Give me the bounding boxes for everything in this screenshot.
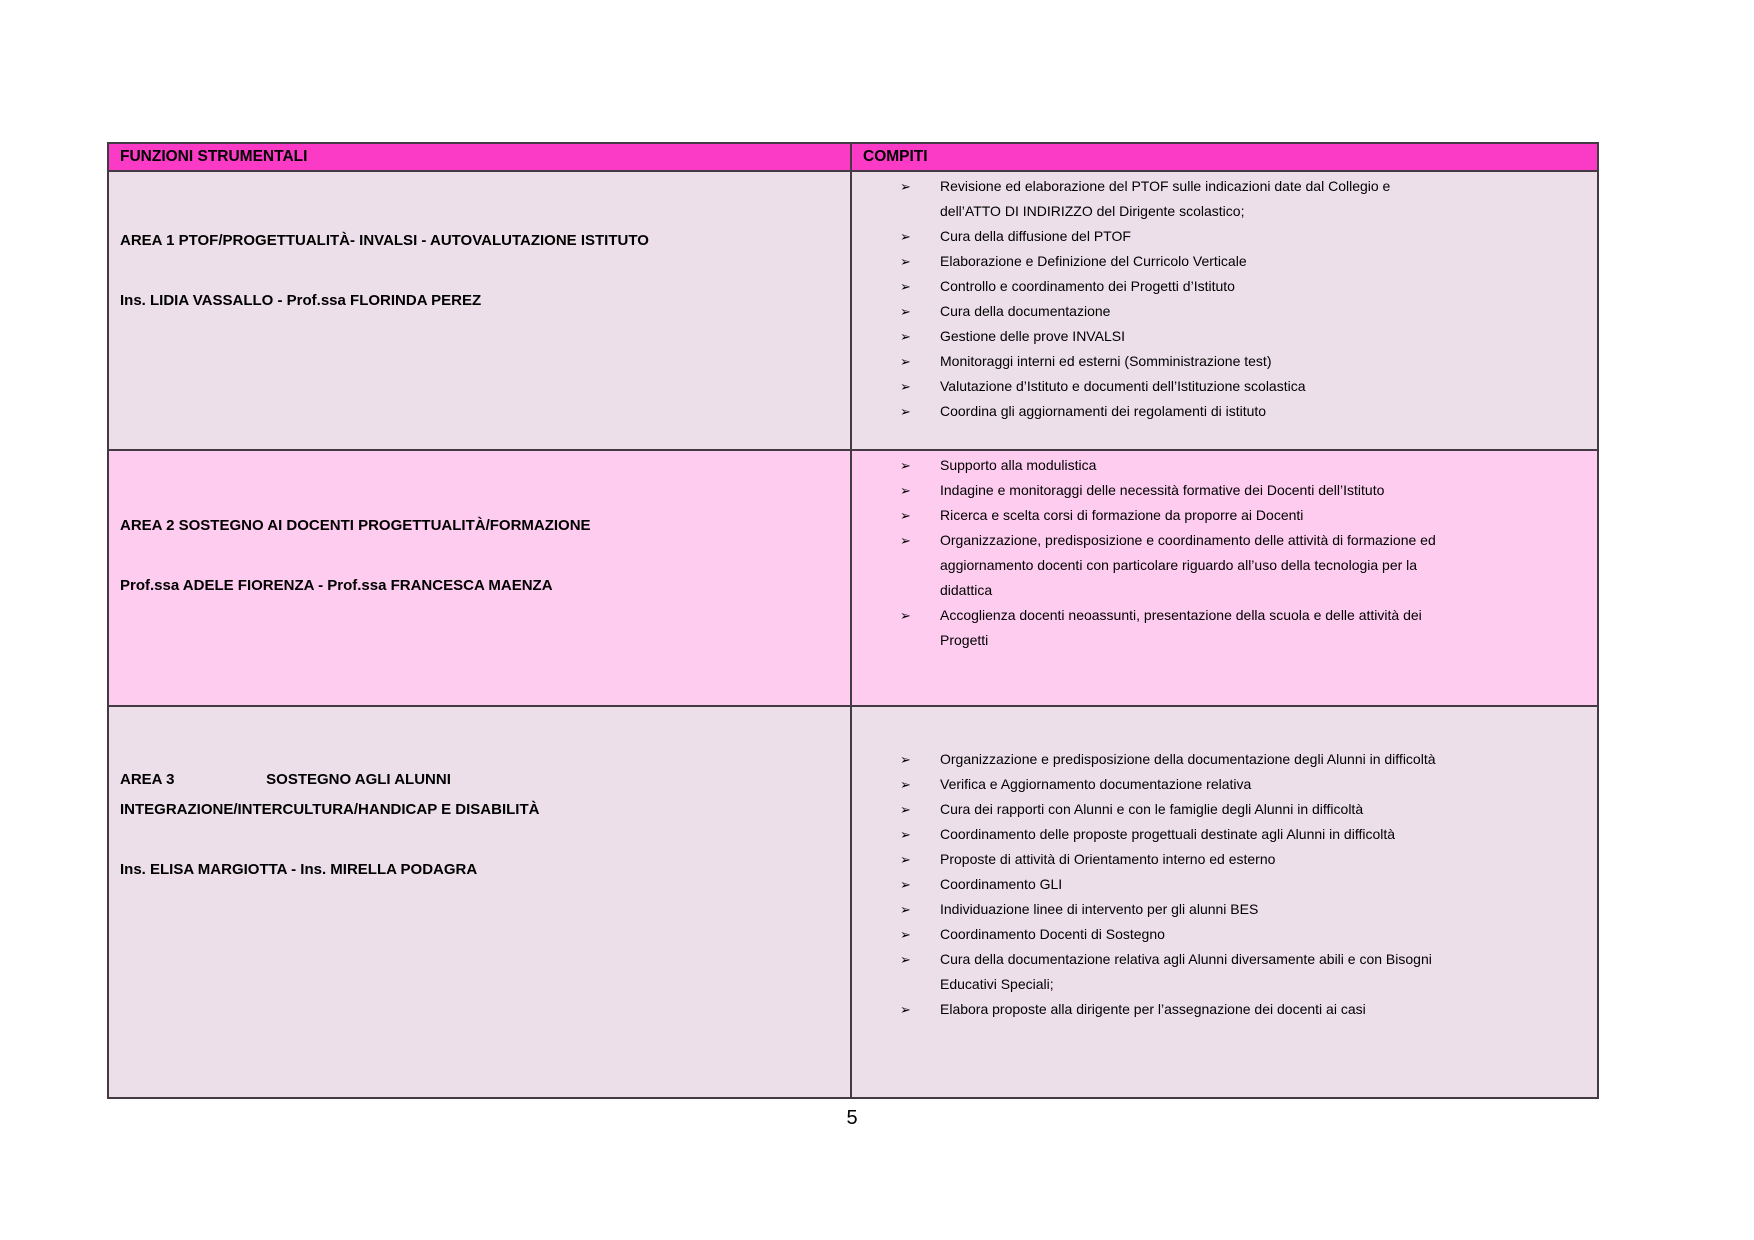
task-item (898, 324, 1452, 349)
task-item (898, 747, 1452, 772)
task-list (852, 453, 1452, 653)
header-cell-compiti: COMPITI (851, 143, 1598, 171)
task-text: Coordinamento delle proposte progettuali destinate agli Alunni in difficoltà (940, 826, 1396, 842)
task-text: Individuazione linee di intervento per gli alunni BES (940, 901, 1259, 917)
task-item (898, 847, 1452, 872)
task-text: Monitoraggi interni ed esterni (Somministrazione test) (940, 353, 1272, 369)
table-body (108, 171, 1598, 1098)
task-list (852, 709, 1452, 1022)
task-item (898, 603, 1452, 653)
arrow-bullet-icon: ➢ (900, 802, 911, 817)
task-list (852, 174, 1452, 424)
task-text: Coordinamento GLI (940, 876, 1063, 892)
arrow-bullet-icon: ➢ (900, 279, 911, 294)
arrow-bullet-icon: ➢ (900, 752, 911, 767)
functions-table (107, 142, 1599, 1099)
table-row (108, 171, 1598, 450)
task-text: Elaborazione e Definizione del Curricolo Verticale (940, 253, 1247, 269)
arrow-bullet-icon: ➢ (900, 304, 911, 319)
staff-names: Ins. LIDIA VASSALLO - Prof.ssa FLORINDA PEREZ (120, 292, 482, 309)
task-item (898, 224, 1452, 249)
task-item (898, 872, 1452, 897)
area-line: AREA 2 SOSTEGNO AI DOCENTI PROGETTUALITÀ/FORMAZIONE (120, 517, 591, 534)
area-title (120, 511, 840, 541)
task-text: Supporto alla modulistica (940, 457, 1097, 473)
task-item (898, 947, 1452, 997)
task-item (898, 453, 1452, 478)
arrow-bullet-icon: ➢ (900, 379, 911, 394)
task-item (898, 399, 1452, 424)
arrow-bullet-icon: ➢ (900, 777, 911, 792)
task-text: Cura della diffusione del PTOF (940, 228, 1131, 244)
arrow-bullet-icon: ➢ (900, 229, 911, 244)
area-line: AREA 1 PTOF/PROGETTUALITÀ- INVALSI - AUTOVALUTAZIONE ISTITUTO (120, 232, 649, 249)
task-text: Gestione delle prove INVALSI (940, 328, 1125, 344)
area-title (120, 765, 840, 825)
function-cell (108, 171, 851, 450)
task-text: Coordina gli aggiornamenti dei regolamenti di istituto (940, 403, 1267, 419)
staff-names: Ins. ELISA MARGIOTTA - Ins. MIRELLA PODAGRA (120, 861, 478, 878)
area-line: AREA 3 SOSTEGNO AGLI ALUNNI (120, 771, 451, 788)
task-text: Verifica e Aggiornamento documentazione relativa (940, 776, 1252, 792)
arrow-bullet-icon: ➢ (900, 354, 911, 369)
task-item (898, 772, 1452, 797)
table-row (108, 706, 1598, 1098)
arrow-bullet-icon: ➢ (900, 329, 911, 344)
task-text: Elabora proposte alla dirigente per l’assegnazione dei docenti ai casi (940, 1001, 1366, 1017)
task-text: Organizzazione, predisposizione e coordinamento delle attività di formazione ed aggiornamento docenti con particolare riguardo all’uso della tecnologia per la didattica (940, 532, 1436, 598)
task-text: Coordinamento Docenti di Sostegno (940, 926, 1165, 942)
arrow-bullet-icon: ➢ (900, 902, 911, 917)
table-header-row (108, 143, 1598, 171)
task-text: Accoglienza docenti neoassunti, presentazione della scuola e delle attività dei Progetti (940, 607, 1422, 648)
task-item (898, 374, 1452, 399)
arrow-bullet-icon: ➢ (900, 483, 911, 498)
arrow-bullet-icon: ➢ (900, 952, 911, 967)
task-item (898, 922, 1452, 947)
function-cell (108, 706, 851, 1098)
task-item (898, 478, 1452, 503)
task-text: Ricerca e scelta corsi di formazione da proporre ai Docenti (940, 507, 1304, 523)
task-text: Revisione ed elaborazione del PTOF sulle indicazioni date dal Collegio e dell’ATTO DI INDIRIZZO del Dirigente scolastico; (940, 178, 1391, 219)
arrow-bullet-icon: ➢ (900, 608, 911, 623)
task-item (898, 797, 1452, 822)
task-item (898, 503, 1452, 528)
tasks-cell (851, 706, 1598, 1098)
arrow-bullet-icon: ➢ (900, 852, 911, 867)
table-row (108, 450, 1598, 706)
task-item (898, 174, 1452, 224)
task-text: Organizzazione e predisposizione della documentazione degli Alunni in difficoltà (940, 751, 1436, 767)
arrow-bullet-icon: ➢ (900, 533, 911, 548)
arrow-bullet-icon: ➢ (900, 827, 911, 842)
task-item (898, 897, 1452, 922)
task-text: Cura della documentazione (940, 303, 1111, 319)
task-item (898, 274, 1452, 299)
task-item (898, 349, 1452, 374)
task-text: Cura dei rapporti con Alunni e con le famiglie degli Alunni in difficoltà (940, 801, 1364, 817)
task-item (898, 528, 1452, 603)
arrow-bullet-icon: ➢ (900, 508, 911, 523)
arrow-bullet-icon: ➢ (900, 1002, 911, 1017)
task-text: Indagine e monitoraggi delle necessità formative dei Docenti dell’Istituto (940, 482, 1385, 498)
tasks-cell (851, 171, 1598, 450)
task-item (898, 249, 1452, 274)
task-item (898, 997, 1452, 1022)
arrow-bullet-icon: ➢ (900, 458, 911, 473)
page-number: 5 (846, 1107, 858, 1129)
function-cell (108, 450, 851, 706)
task-item (898, 822, 1452, 847)
area-line: INTEGRAZIONE/INTERCULTURA/HANDICAP E DISABILITÀ (120, 801, 540, 818)
area-title (120, 226, 840, 256)
arrow-bullet-icon: ➢ (900, 254, 911, 269)
staff-names: Prof.ssa ADELE FIORENZA - Prof.ssa FRANCESCA MAENZA (120, 577, 553, 594)
task-item (898, 299, 1452, 324)
task-text: Controllo e coordinamento dei Progetti d’Istituto (940, 278, 1235, 294)
arrow-bullet-icon: ➢ (900, 927, 911, 942)
tasks-cell (851, 450, 1598, 706)
header-cell-funzioni-strumentali: FUNZIONI STRUMENTALI (108, 143, 851, 171)
task-text: Valutazione d’Istituto e documenti dell’Istituzione scolastica (940, 378, 1306, 394)
arrow-bullet-icon: ➢ (900, 404, 911, 419)
arrow-bullet-icon: ➢ (900, 179, 911, 194)
task-text: Cura della documentazione relativa agli Alunni diversamente abili e con Bisogni Educativi Speciali; (940, 951, 1432, 992)
arrow-bullet-icon: ➢ (900, 877, 911, 892)
task-text: Proposte di attività di Orientamento interno ed esterno (940, 851, 1276, 867)
